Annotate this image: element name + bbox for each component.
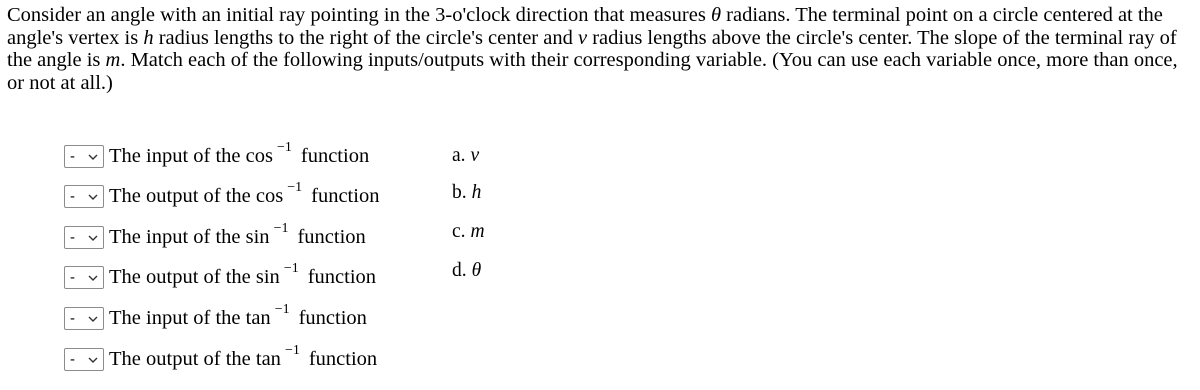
question-text: [7, 4, 1193, 94]
select-value: -: [70, 187, 75, 205]
select-value: -: [70, 350, 75, 368]
chevron-down-icon: [87, 191, 99, 203]
label-text: The input of the cos: [109, 144, 273, 167]
inverse-superscript: −1: [284, 342, 300, 358]
match-select[interactable]: [64, 185, 104, 208]
answer-option: [452, 260, 481, 282]
match-row: [64, 344, 377, 374]
variable-h: h: [143, 26, 154, 49]
question-segment: radians. The terminal point on a circle centered at the angle's vertex is: [7, 4, 1163, 49]
label-suffix: function: [311, 184, 380, 207]
inverse-superscript: −1: [276, 139, 292, 155]
match-label: [109, 342, 378, 371]
variable-m: m: [105, 49, 121, 71]
select-value: -: [70, 228, 75, 246]
question-segment: . Match each of the following inputs/outputs with their corresponding variable. (You can use each variable once, more than once, or not at all.): [7, 49, 1178, 94]
match-select[interactable]: [64, 307, 104, 330]
match-row: [64, 303, 367, 333]
match-select[interactable]: [64, 266, 104, 289]
chevron-down-icon: [87, 272, 99, 284]
match-label: [109, 260, 377, 289]
label-suffix: function: [308, 347, 378, 370]
select-value: -: [70, 268, 75, 286]
match-select[interactable]: [64, 145, 104, 168]
answer-variable: θ: [471, 260, 482, 281]
label-suffix: function: [307, 265, 377, 288]
label-text: The output of the cos: [109, 184, 284, 207]
chevron-down-icon: [87, 354, 99, 366]
answer-option: [452, 221, 485, 243]
inverse-superscript: −1: [287, 179, 303, 195]
variable-v: v: [577, 26, 588, 49]
label-suffix: function: [300, 144, 370, 167]
question-segment: radius lengths above the circle's center. The slope of the terminal ray of the angle is: [7, 26, 1177, 71]
answer-option: [452, 182, 481, 204]
answer-letter: b.: [452, 182, 467, 203]
match-select[interactable]: [64, 226, 104, 249]
chevron-down-icon: [87, 151, 99, 163]
match-label: [109, 220, 366, 249]
variable-theta: θ: [710, 4, 722, 26]
label-text: The output of the sin: [109, 265, 280, 288]
match-row: [64, 262, 376, 292]
answer-variable: h: [471, 182, 482, 203]
inverse-superscript: −1: [273, 220, 289, 236]
label-suffix: function: [297, 225, 366, 248]
inverse-superscript: −1: [283, 260, 299, 276]
select-value: -: [70, 309, 75, 327]
inverse-superscript: −1: [274, 301, 290, 317]
match-label: [109, 139, 370, 168]
question-segment: Consider an angle with an initial ray pointing in the 3-o'clock direction that measures: [7, 4, 711, 26]
answer-letter: d.: [452, 260, 467, 281]
match-select[interactable]: [64, 348, 104, 371]
chevron-down-icon: [87, 232, 99, 244]
question-segment: radius lengths to the right of the circle's center and: [153, 26, 578, 49]
answer-option: [452, 145, 479, 167]
match-row: [64, 222, 366, 252]
answer-variable: v: [470, 145, 480, 166]
match-row: [64, 181, 379, 211]
label-text: The output of the tan: [109, 347, 281, 370]
answer-letter: c.: [452, 221, 466, 242]
label-suffix: function: [298, 306, 367, 329]
match-row: [64, 141, 369, 171]
answer-variable: m: [470, 221, 485, 242]
answer-letter: a.: [452, 145, 466, 166]
label-text: The input of the sin: [109, 225, 270, 248]
match-label: [109, 301, 367, 330]
chevron-down-icon: [87, 313, 99, 325]
label-text: The input of the tan: [109, 306, 271, 329]
match-label: [109, 179, 380, 208]
select-value: -: [70, 147, 75, 165]
